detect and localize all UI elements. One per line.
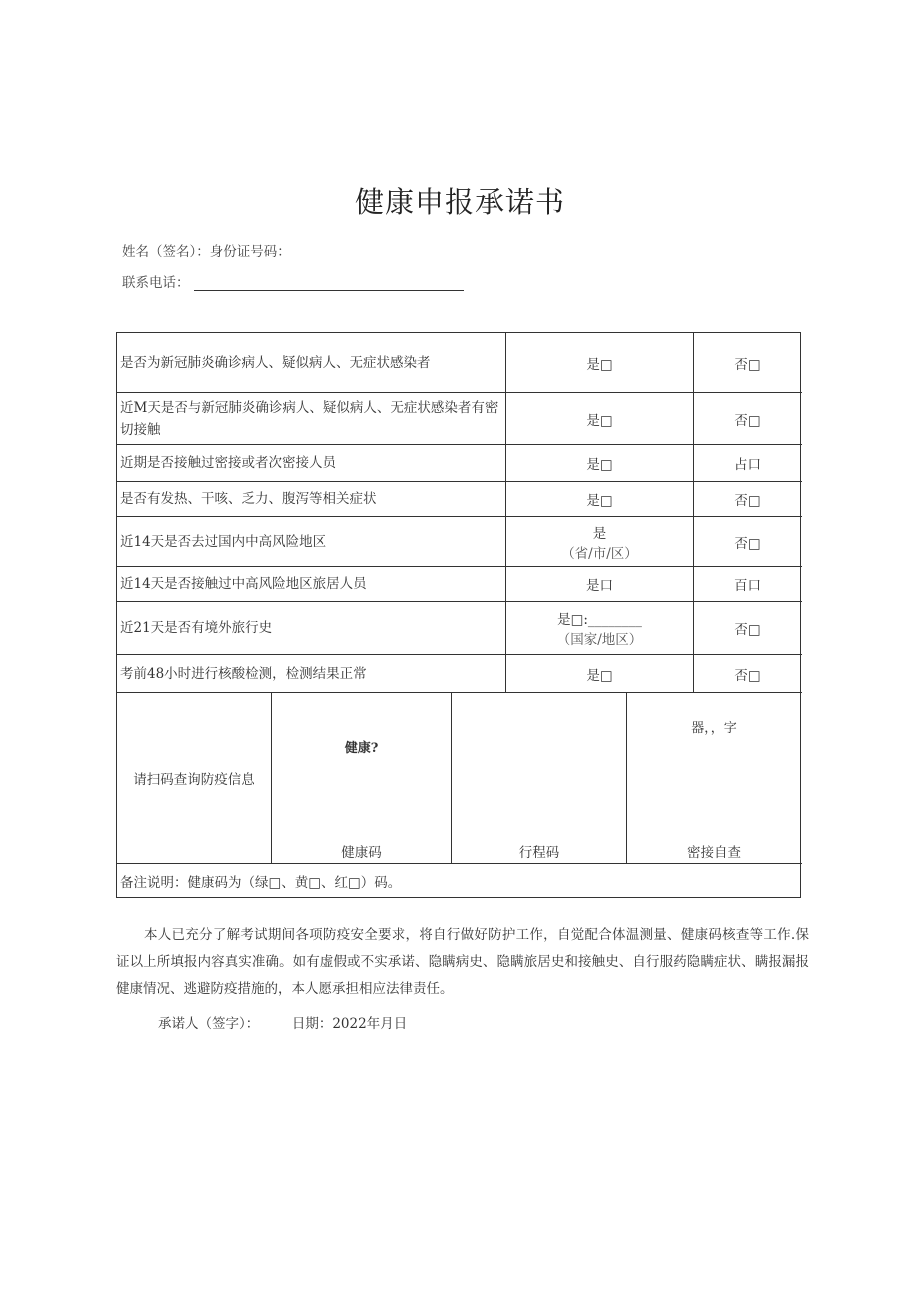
health-code-caption: 健康码 <box>341 845 382 861</box>
yes-option[interactable]: 是□ <box>506 333 694 392</box>
region-hint: （省/市/区） <box>561 545 638 562</box>
table-row <box>117 567 802 602</box>
table-row <box>117 517 802 567</box>
trip-code-caption: 行程码 <box>518 845 560 861</box>
no-option[interactable]: 占口 <box>734 457 761 473</box>
table-row <box>117 445 802 482</box>
table-row <box>117 482 802 517</box>
no-option[interactable]: 百口 <box>734 578 761 594</box>
table-row <box>117 393 802 445</box>
yes-option-country[interactable] <box>506 602 694 654</box>
yes-option[interactable]: 是□ <box>506 445 694 481</box>
yes-option-region[interactable] <box>506 517 694 566</box>
phone-line <box>122 271 464 291</box>
close-contact-header: 器，，字 <box>691 721 737 736</box>
trip-code-cell[interactable] <box>452 693 627 863</box>
no-option[interactable]: 否□ <box>734 493 761 509</box>
table-row <box>117 655 802 693</box>
no-option[interactable]: 否□ <box>734 356 761 373</box>
health-code-header: 健康? <box>344 741 379 756</box>
no-option[interactable]: 否□ <box>734 622 761 638</box>
question-cell: 是否为新冠肺炎确诊病人、疑似病人、无症状感染者 <box>117 333 506 392</box>
yes-option[interactable]: 是□ <box>506 393 694 444</box>
phone-underline <box>194 276 464 291</box>
qr-row <box>117 693 802 864</box>
yes-option[interactable]: 是 <box>592 525 607 542</box>
qr-instruction: 请扫码查询防疫信息 <box>117 693 272 863</box>
phone-label: 联系电话： <box>122 275 190 291</box>
close-contact-cell[interactable] <box>627 693 801 863</box>
question-cell: 近14天是否接触过中高风险地区旅居人员 <box>117 567 506 601</box>
signer-label: 承诺人（签字）： <box>158 1016 260 1032</box>
note-line: 备注说明：健康码为（绿□、黄□、红□）码。 <box>120 874 402 891</box>
signature-line <box>158 1012 407 1032</box>
no-option[interactable]: 否□ <box>734 535 761 552</box>
yes-option[interactable]: 是□ <box>506 655 694 692</box>
yes-option[interactable]: 是□:________ <box>557 612 642 628</box>
name-id-line: 姓名（签名）：身份证号码： <box>122 244 291 260</box>
question-cell: 近14天是否去过国内中高风险地区 <box>117 517 506 566</box>
question-cell: 是否有发热、干咳、乏力、腹泻等相关症状 <box>117 482 506 516</box>
no-option[interactable]: 否□ <box>734 667 761 684</box>
yes-option[interactable]: 是□ <box>506 482 694 516</box>
health-code-cell[interactable] <box>272 693 452 863</box>
question-cell: 考前48小时进行核酸检测，检测结果正常 <box>117 655 506 692</box>
question-cell: 近期是否接触过密接或者次密接人员 <box>117 445 506 481</box>
question-cell: 近M天是否与新冠肺炎确诊病人、疑似病人、无症状感染者有密切接触 <box>117 393 506 444</box>
no-option[interactable]: 否□ <box>734 412 761 429</box>
pledge-paragraph: 本人已充分了解考试期间各项防疫安全要求，将自行做好防护工作，自觉配合体温测量、健康码核查等工作.保证以上所填报内容真实准确。如有虚假或不实承诺、隐瞒病史、隐瞒旅居史和接触史、自行服药隐瞒症状、瞒报漏报健康情况、逃避防疫措施的，本人愿承担相应法律责任。 <box>116 927 809 997</box>
question-cell: 近21天是否有境外旅行史 <box>117 602 506 654</box>
page-title: 健康申报承诺书 <box>354 185 565 219</box>
table-row <box>117 333 802 393</box>
close-contact-caption: 密接自查 <box>687 845 741 861</box>
table-row <box>117 602 802 655</box>
country-hint: （国家/地区） <box>556 632 643 648</box>
yes-option[interactable]: 是口 <box>506 567 694 601</box>
date-label: 日期：2022年月日 <box>291 1016 408 1032</box>
declaration-table <box>116 332 801 898</box>
